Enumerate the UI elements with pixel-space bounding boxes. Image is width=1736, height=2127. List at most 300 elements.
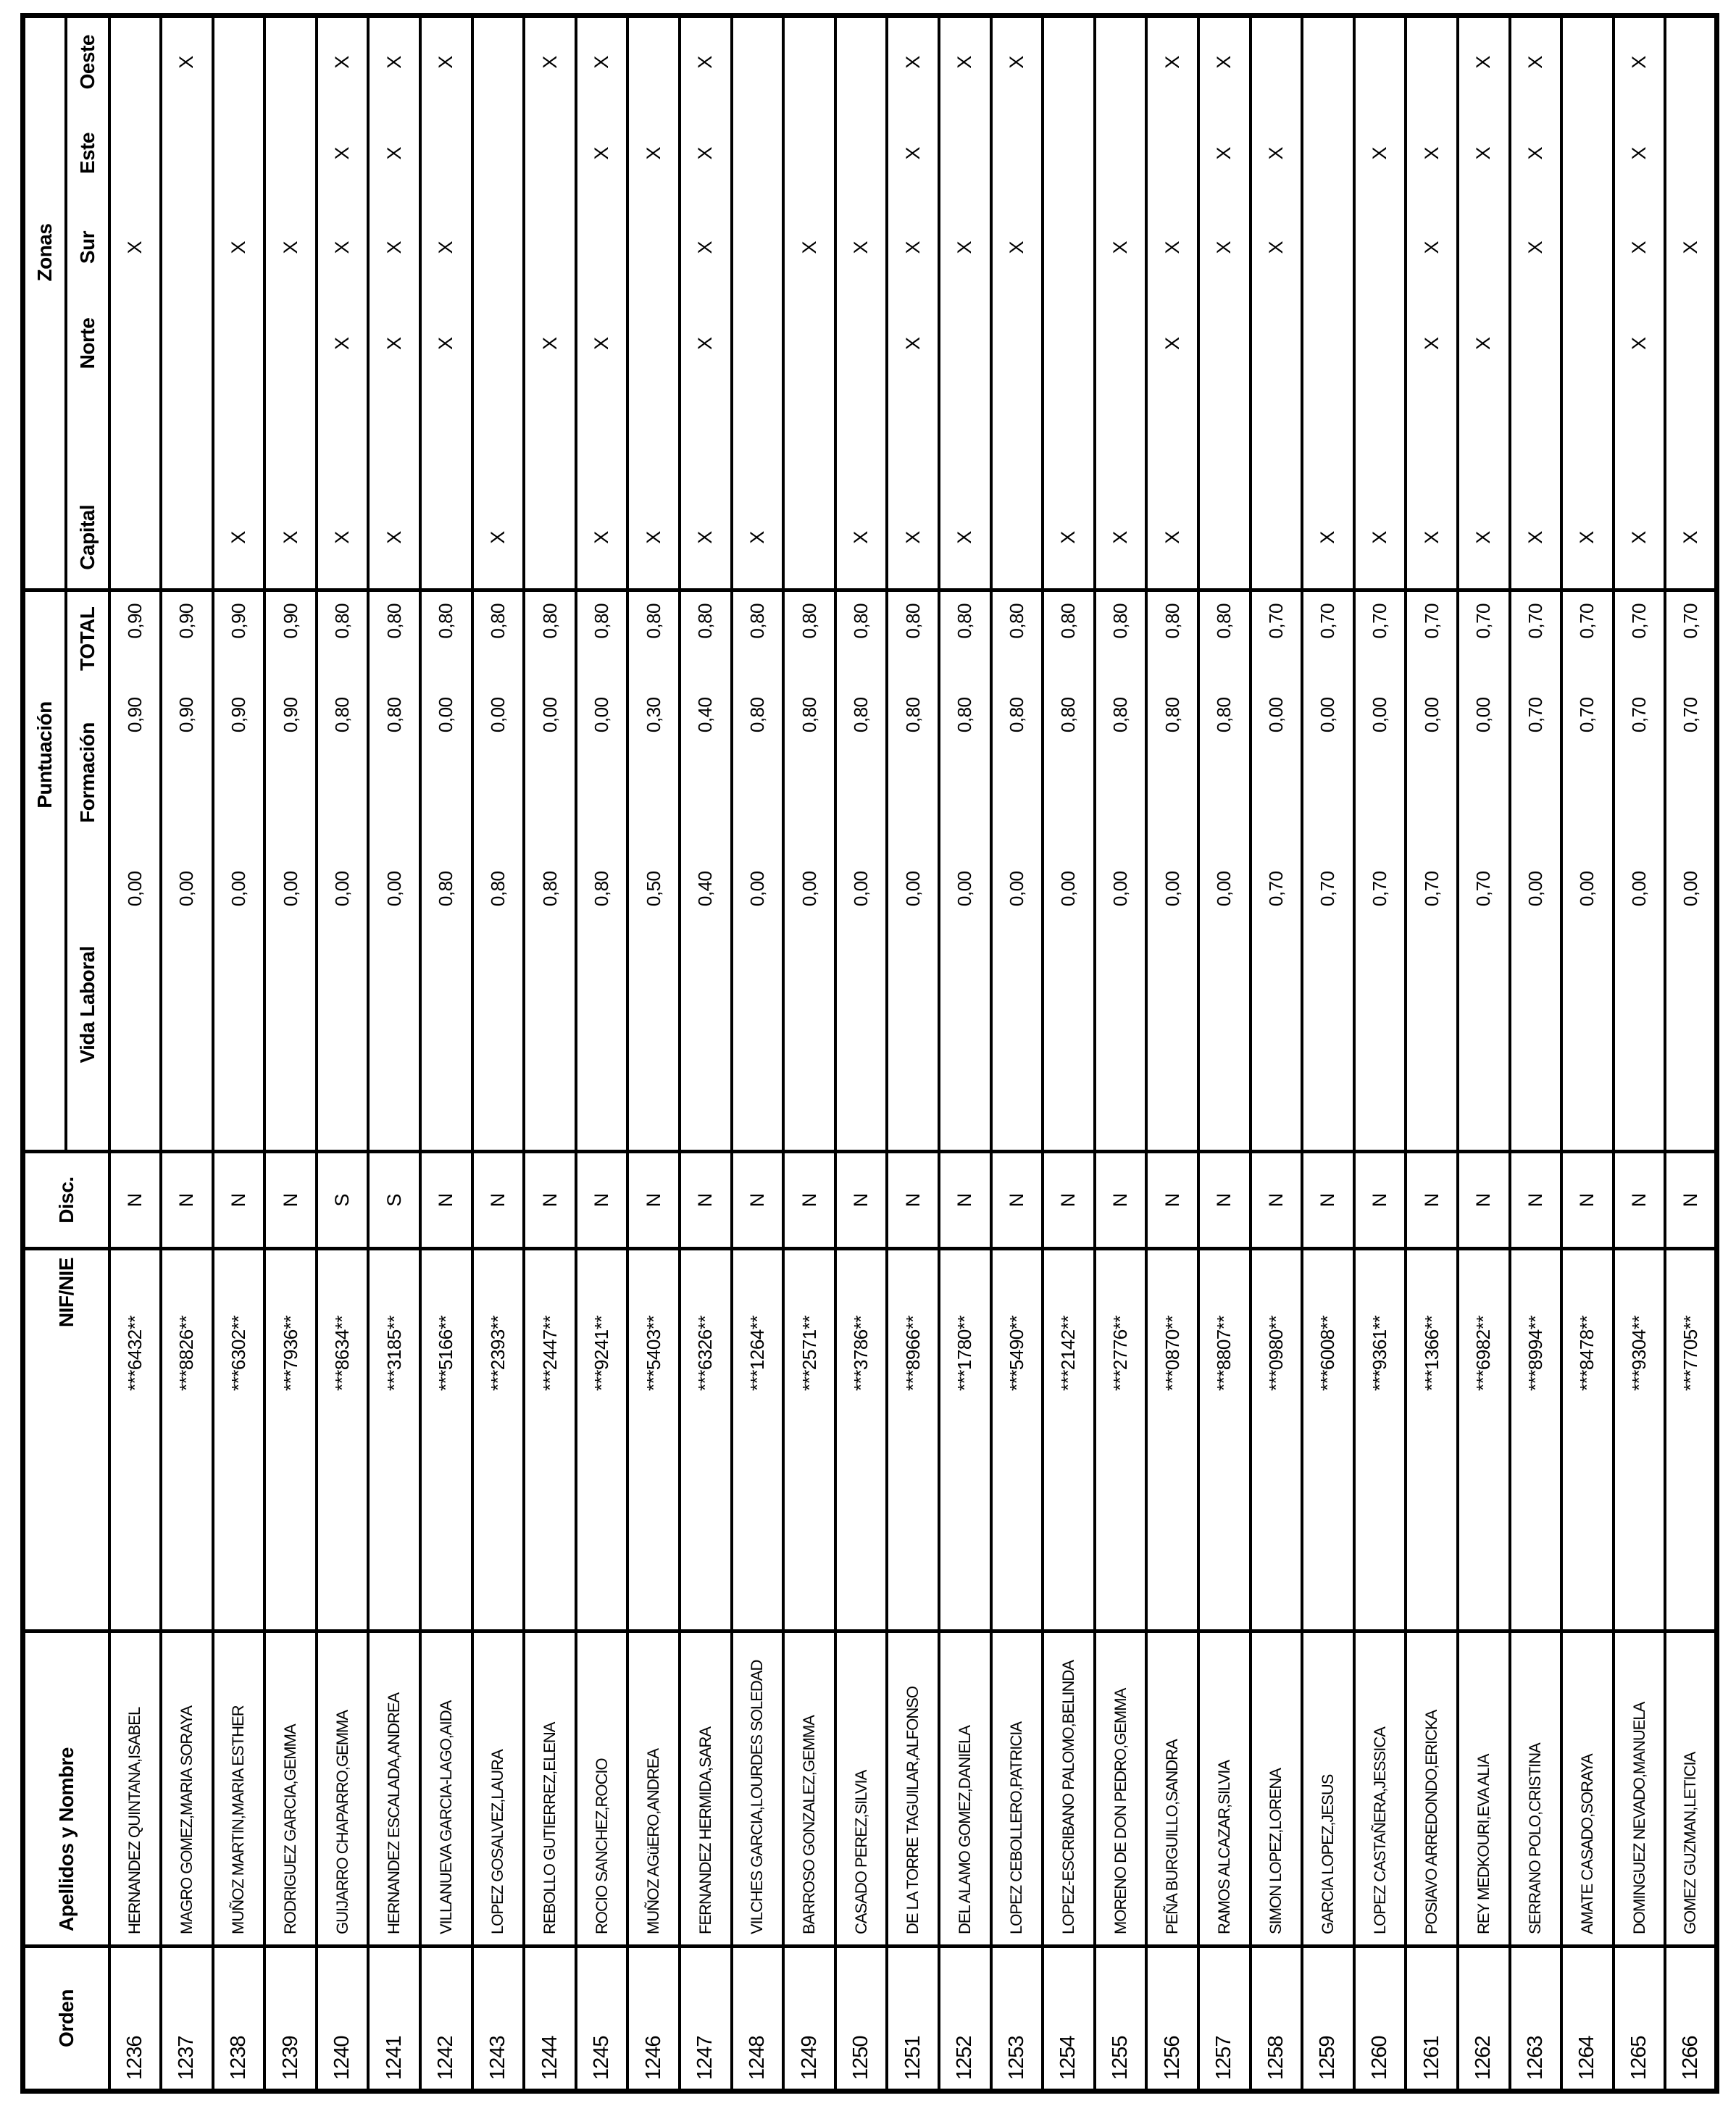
- formacion-cell: 0,80: [732, 686, 784, 860]
- vida-laboral-cell: 0,00: [835, 860, 888, 1152]
- zone-este-cell: X: [680, 106, 732, 201]
- disc-cell: N: [576, 1152, 628, 1249]
- zone-oeste-cell: [472, 15, 525, 106]
- zone-norte-cell: X: [1458, 295, 1510, 393]
- formacion-cell: 0,70: [1665, 686, 1717, 860]
- formacion-cell: 0,80: [783, 686, 835, 860]
- formacion-cell: 0,80: [1146, 686, 1198, 860]
- orden-cell: 1265: [1614, 1947, 1666, 2092]
- disc-cell: N: [1458, 1152, 1510, 1249]
- total-cell: 0,90: [213, 590, 265, 686]
- zone-oeste-cell: [1095, 15, 1147, 106]
- zone-este-cell: [783, 106, 835, 201]
- zone-sur-cell: X: [317, 201, 369, 295]
- zone-sur-cell: X: [991, 201, 1043, 295]
- table-row: [1043, 15, 1095, 2091]
- table-row: [1302, 15, 1354, 2091]
- table-row: [887, 15, 939, 2091]
- zone-sur-cell: [161, 201, 213, 295]
- vida-laboral-cell: 0,70: [1406, 860, 1458, 1152]
- name-cell: SIMON LOPEZ,LORENA: [1251, 1631, 1303, 1947]
- nif-cell: ***6326**: [680, 1249, 732, 1631]
- nif-cell: ***2393**: [472, 1249, 525, 1631]
- zone-norte-cell: [472, 295, 525, 393]
- vida-laboral-cell: 0,80: [524, 860, 576, 1152]
- total-cell: 0,70: [1251, 590, 1303, 686]
- disc-cell: N: [887, 1152, 939, 1249]
- zone-este-cell: X: [887, 106, 939, 201]
- zone-oeste-cell: [1406, 15, 1458, 106]
- zone-norte-cell: [783, 295, 835, 393]
- zone-norte-cell: [1251, 295, 1303, 393]
- zone-norte-cell: [1043, 295, 1095, 393]
- zone-oeste-cell: X: [420, 15, 472, 106]
- formacion-cell: 0,00: [420, 686, 472, 860]
- zone-capital-cell: [161, 393, 213, 590]
- table-row: [1561, 15, 1614, 2091]
- name-cell: LOPEZ CASTAÑERA,JESSICA: [1354, 1631, 1406, 1947]
- total-cell: 0,80: [524, 590, 576, 686]
- formacion-cell: 0,00: [472, 686, 525, 860]
- zone-este-cell: [1043, 106, 1095, 201]
- total-cell: 0,70: [1561, 590, 1614, 686]
- disc-cell: S: [368, 1152, 420, 1249]
- table-row: [1458, 15, 1510, 2091]
- disc-cell: N: [109, 1152, 162, 1249]
- nif-cell: ***8994**: [1510, 1249, 1562, 1631]
- orden-cell: 1247: [680, 1947, 732, 2092]
- name-cell: MUÑOZ AGüERO,ANDREA: [627, 1631, 680, 1947]
- vida-laboral-cell: 0,70: [1302, 860, 1354, 1152]
- zone-capital-cell: X: [1665, 393, 1717, 590]
- orden-cell: 1243: [472, 1947, 525, 2092]
- formacion-cell: 0,90: [161, 686, 213, 860]
- vida-laboral-cell: 0,00: [1095, 860, 1147, 1152]
- formacion-cell: 0,80: [1043, 686, 1095, 860]
- zone-capital-cell: X: [1510, 393, 1562, 590]
- zone-sur-cell: [1043, 201, 1095, 295]
- zone-capital-cell: X: [317, 393, 369, 590]
- orden-cell: 1242: [420, 1947, 472, 2092]
- table-row: [732, 15, 784, 2091]
- zone-oeste-cell: X: [991, 15, 1043, 106]
- table-header: [23, 15, 109, 2091]
- zone-norte-cell: X: [420, 295, 472, 393]
- disc-cell: N: [783, 1152, 835, 1249]
- zone-este-cell: [1095, 106, 1147, 201]
- zone-oeste-cell: [1561, 15, 1614, 106]
- total-cell: 0,80: [1043, 590, 1095, 686]
- nif-cell: ***8478**: [1561, 1249, 1614, 1631]
- zone-sur-cell: X: [420, 201, 472, 295]
- zone-sur-cell: X: [1198, 201, 1251, 295]
- nif-cell: ***8826**: [161, 1249, 213, 1631]
- zone-sur-cell: X: [783, 201, 835, 295]
- zone-oeste-cell: [1302, 15, 1354, 106]
- formacion-cell: 0,90: [264, 686, 317, 860]
- zone-sur-cell: X: [835, 201, 888, 295]
- zone-capital-cell: [524, 393, 576, 590]
- total-cell: 0,70: [1614, 590, 1666, 686]
- table-row: [1406, 15, 1458, 2091]
- zone-sur-cell: X: [939, 201, 991, 295]
- zone-oeste-cell: [1665, 15, 1717, 106]
- nif-cell: ***7936**: [264, 1249, 317, 1631]
- nif-cell: ***9361**: [1354, 1249, 1406, 1631]
- results-table: [20, 13, 1719, 2094]
- nif-cell: ***1780**: [939, 1249, 991, 1631]
- formacion-cell: 0,00: [1458, 686, 1510, 860]
- zone-este-cell: [213, 106, 265, 201]
- header-orden: Orden: [54, 1989, 78, 2047]
- disc-cell: N: [264, 1152, 317, 1249]
- vida-laboral-cell: 0,00: [109, 860, 162, 1152]
- disc-cell: S: [317, 1152, 369, 1249]
- name-cell: AMATE CASADO,SORAYA: [1561, 1631, 1614, 1947]
- nif-cell: ***6302**: [213, 1249, 265, 1631]
- nif-cell: ***0870**: [1146, 1249, 1198, 1631]
- disc-cell: N: [1510, 1152, 1562, 1249]
- table-row: [991, 15, 1043, 2091]
- vida-laboral-cell: 0,80: [472, 860, 525, 1152]
- total-cell: 0,80: [317, 590, 369, 686]
- zone-capital-cell: X: [732, 393, 784, 590]
- table-row: [1251, 15, 1303, 2091]
- zone-capital-cell: X: [1561, 393, 1614, 590]
- formacion-cell: 0,00: [1354, 686, 1406, 860]
- table-row: [627, 15, 680, 2091]
- zone-norte-cell: X: [524, 295, 576, 393]
- name-cell: LOPEZ GOSALVEZ,LAURA: [472, 1631, 525, 1947]
- name-cell: SERRANO POLO,CRISTINA: [1510, 1631, 1562, 1947]
- zone-sur-cell: X: [1095, 201, 1147, 295]
- zone-capital-cell: X: [1146, 393, 1198, 590]
- vida-laboral-cell: 0,50: [627, 860, 680, 1152]
- total-cell: 0,80: [576, 590, 628, 686]
- zone-oeste-cell: X: [524, 15, 576, 106]
- zone-norte-cell: X: [317, 295, 369, 393]
- orden-cell: 1249: [783, 1947, 835, 2092]
- total-cell: 0,80: [472, 590, 525, 686]
- zone-norte-cell: [161, 295, 213, 393]
- name-cell: GOMEZ GUZMAN,LETICIA: [1665, 1631, 1717, 1947]
- zone-sur-cell: [1354, 201, 1406, 295]
- table-row: [1095, 15, 1147, 2091]
- disc-cell: N: [627, 1152, 680, 1249]
- zone-este-cell: [524, 106, 576, 201]
- total-cell: 0,70: [1665, 590, 1717, 686]
- table-row: [264, 15, 317, 2091]
- zone-este-cell: X: [1458, 106, 1510, 201]
- name-cell: BARROSO GONZALEZ,GEMMA: [783, 1631, 835, 1947]
- vida-laboral-cell: 0,40: [680, 860, 732, 1152]
- disc-cell: N: [420, 1152, 472, 1249]
- nif-cell: ***3786**: [835, 1249, 888, 1631]
- zone-sur-cell: X: [213, 201, 265, 295]
- formacion-cell: 0,70: [1614, 686, 1666, 860]
- zone-capital-cell: [420, 393, 472, 590]
- nif-cell: ***5166**: [420, 1249, 472, 1631]
- disc-cell: N: [1561, 1152, 1614, 1249]
- orden-cell: 1238: [213, 1947, 265, 2092]
- zone-capital-cell: X: [368, 393, 420, 590]
- zone-oeste-cell: [732, 15, 784, 106]
- total-cell: 0,80: [368, 590, 420, 686]
- name-cell: DE LA TORRE TAGUILAR,ALFONSO: [887, 1631, 939, 1947]
- zone-capital-cell: X: [264, 393, 317, 590]
- table-row: [109, 15, 162, 2091]
- disc-cell: N: [732, 1152, 784, 1249]
- zone-capital-cell: X: [472, 393, 525, 590]
- formacion-cell: 0,30: [627, 686, 680, 860]
- name-cell: MUÑOZ MARTIN,MARIA ESTHER: [213, 1631, 265, 1947]
- zone-capital-cell: X: [627, 393, 680, 590]
- total-cell: 0,80: [991, 590, 1043, 686]
- zone-oeste-cell: [1043, 15, 1095, 106]
- zone-norte-cell: X: [887, 295, 939, 393]
- nif-cell: ***1264**: [732, 1249, 784, 1631]
- disc-cell: N: [939, 1152, 991, 1249]
- vida-laboral-cell: 0,70: [1354, 860, 1406, 1152]
- zone-capital-cell: [1198, 393, 1251, 590]
- header-group-puntuacion: Puntuación: [23, 590, 66, 1152]
- zone-este-cell: X: [368, 106, 420, 201]
- nif-cell: ***2776**: [1095, 1249, 1147, 1631]
- nif-cell: ***6432**: [109, 1249, 162, 1631]
- zone-este-cell: X: [317, 106, 369, 201]
- orden-cell: 1258: [1251, 1947, 1303, 2092]
- formacion-cell: 0,00: [1251, 686, 1303, 860]
- vida-laboral-cell: 0,00: [317, 860, 369, 1152]
- zone-norte-cell: [109, 295, 162, 393]
- zone-sur-cell: [524, 201, 576, 295]
- zone-sur-cell: X: [1251, 201, 1303, 295]
- nif-cell: ***0980**: [1251, 1249, 1303, 1631]
- orden-cell: 1266: [1665, 1947, 1717, 2092]
- zone-capital-cell: X: [213, 393, 265, 590]
- table-row: [420, 15, 472, 2091]
- formacion-cell: 0,40: [680, 686, 732, 860]
- nif-cell: ***9241**: [576, 1249, 628, 1631]
- total-cell: 0,90: [264, 590, 317, 686]
- orden-cell: 1262: [1458, 1947, 1510, 2092]
- zone-oeste-cell: [835, 15, 888, 106]
- nif-cell: ***2142**: [1043, 1249, 1095, 1631]
- zone-este-cell: [1561, 106, 1614, 201]
- name-cell: POSIAVO ARREDONDO,ERICKA: [1406, 1631, 1458, 1947]
- orden-cell: 1260: [1354, 1947, 1406, 2092]
- zone-capital-cell: X: [1354, 393, 1406, 590]
- table-row: [1510, 15, 1562, 2091]
- zone-oeste-cell: X: [1146, 15, 1198, 106]
- zone-capital-cell: X: [1458, 393, 1510, 590]
- table-row: [835, 15, 888, 2091]
- name-cell: VILCHES GARCIA,LOURDES SOLEDAD: [732, 1631, 784, 1947]
- vida-laboral-cell: 0,00: [1043, 860, 1095, 1152]
- zone-este-cell: X: [1354, 106, 1406, 201]
- name-cell: CASADO PEREZ,SILVIA: [835, 1631, 888, 1947]
- nif-cell: ***9304**: [1614, 1249, 1666, 1631]
- orden-cell: 1236: [109, 1947, 162, 2092]
- nif-cell: ***8807**: [1198, 1249, 1251, 1631]
- total-cell: 0,80: [887, 590, 939, 686]
- zone-sur-cell: [1302, 201, 1354, 295]
- orden-cell: 1255: [1095, 1947, 1147, 2092]
- header-capital: Capital: [66, 393, 109, 590]
- header-norte: Norte: [66, 295, 109, 393]
- zone-este-cell: [109, 106, 162, 201]
- zone-norte-cell: [264, 295, 317, 393]
- zone-sur-cell: [1458, 201, 1510, 295]
- total-cell: 0,80: [420, 590, 472, 686]
- orden-cell: 1259: [1302, 1947, 1354, 2092]
- name-cell: REBOLLO GUTIERREZ,ELENA: [524, 1631, 576, 1947]
- zone-sur-cell: X: [680, 201, 732, 295]
- zone-norte-cell: [835, 295, 888, 393]
- zone-sur-cell: [732, 201, 784, 295]
- zone-sur-cell: [627, 201, 680, 295]
- zone-sur-cell: [576, 201, 628, 295]
- name-cell: MAGRO GOMEZ,MARIA SORAYA: [161, 1631, 213, 1947]
- header-group-zonas: Zonas: [23, 15, 66, 590]
- zone-este-cell: [472, 106, 525, 201]
- zone-capital-cell: [783, 393, 835, 590]
- header-total: TOTAL: [66, 590, 109, 686]
- orden-cell: 1251: [887, 1947, 939, 2092]
- formacion-cell: 0,90: [109, 686, 162, 860]
- header-este: Este: [66, 106, 109, 201]
- name-cell: ROCIO SANCHEZ,ROCIO: [576, 1631, 628, 1947]
- zone-capital-cell: [1251, 393, 1303, 590]
- zone-oeste-cell: X: [939, 15, 991, 106]
- zone-este-cell: [161, 106, 213, 201]
- orden-cell: 1264: [1561, 1947, 1614, 2092]
- zone-sur-cell: X: [1614, 201, 1666, 295]
- table-row: [1614, 15, 1666, 2091]
- header-formacion: Formación: [66, 686, 109, 860]
- zone-sur-cell: [472, 201, 525, 295]
- nif-cell: ***6982**: [1458, 1249, 1510, 1631]
- disc-cell: N: [835, 1152, 888, 1249]
- total-cell: 0,80: [939, 590, 991, 686]
- zone-oeste-cell: X: [1198, 15, 1251, 106]
- table-row: [368, 15, 420, 2091]
- nif-cell: ***6008**: [1302, 1249, 1354, 1631]
- zone-este-cell: X: [1251, 106, 1303, 201]
- total-cell: 0,80: [680, 590, 732, 686]
- zone-este-cell: [1146, 106, 1198, 201]
- name-cell: MORENO DE DON PEDRO,GEMMA: [1095, 1631, 1147, 1947]
- zone-capital-cell: X: [939, 393, 991, 590]
- disc-cell: N: [680, 1152, 732, 1249]
- vida-laboral-cell: 0,00: [213, 860, 265, 1152]
- zone-norte-cell: [732, 295, 784, 393]
- vida-laboral-cell: 0,70: [1251, 860, 1303, 1152]
- zone-capital-cell: [109, 393, 162, 590]
- zone-oeste-cell: X: [161, 15, 213, 106]
- formacion-cell: 0,90: [213, 686, 265, 860]
- zone-sur-cell: X: [1406, 201, 1458, 295]
- table-row: [1198, 15, 1251, 2091]
- vida-laboral-cell: 0,00: [1665, 860, 1717, 1152]
- disc-cell: N: [1614, 1152, 1666, 1249]
- table-row: [1665, 15, 1717, 2091]
- vida-laboral-cell: 0,00: [887, 860, 939, 1152]
- table-row: [213, 15, 265, 2091]
- vida-laboral-cell: 0,00: [1146, 860, 1198, 1152]
- table-row: [576, 15, 628, 2091]
- disc-cell: N: [213, 1152, 265, 1249]
- vida-laboral-cell: 0,70: [1458, 860, 1510, 1152]
- zone-oeste-cell: X: [1614, 15, 1666, 106]
- zone-oeste-cell: [1354, 15, 1406, 106]
- orden-cell: 1245: [576, 1947, 628, 2092]
- disc-cell: N: [524, 1152, 576, 1249]
- total-cell: 0,70: [1406, 590, 1458, 686]
- zone-norte-cell: [1095, 295, 1147, 393]
- vida-laboral-cell: 0,00: [732, 860, 784, 1152]
- zone-este-cell: [939, 106, 991, 201]
- formacion-cell: 0,00: [1406, 686, 1458, 860]
- zone-capital-cell: [991, 393, 1043, 590]
- nif-cell: ***2571**: [783, 1249, 835, 1631]
- zone-este-cell: [420, 106, 472, 201]
- zone-norte-cell: [213, 295, 265, 393]
- table-row: [783, 15, 835, 2091]
- nif-cell: ***5403**: [627, 1249, 680, 1631]
- zone-capital-cell: X: [1043, 393, 1095, 590]
- zone-sur-cell: X: [887, 201, 939, 295]
- zone-este-cell: X: [1198, 106, 1251, 201]
- zone-este-cell: [1665, 106, 1717, 201]
- name-cell: RAMOS ALCAZAR,SILVIA: [1198, 1631, 1251, 1947]
- zone-capital-cell: X: [1614, 393, 1666, 590]
- zone-norte-cell: [939, 295, 991, 393]
- vida-laboral-cell: 0,00: [939, 860, 991, 1152]
- formacion-cell: 0,00: [524, 686, 576, 860]
- zone-capital-cell: X: [1095, 393, 1147, 590]
- disc-cell: N: [1406, 1152, 1458, 1249]
- zone-capital-cell: X: [576, 393, 628, 590]
- total-cell: 0,80: [1198, 590, 1251, 686]
- zone-norte-cell: X: [576, 295, 628, 393]
- zone-este-cell: X: [576, 106, 628, 201]
- zone-este-cell: [835, 106, 888, 201]
- vida-laboral-cell: 0,80: [420, 860, 472, 1152]
- total-cell: 0,80: [1095, 590, 1147, 686]
- zone-oeste-cell: X: [887, 15, 939, 106]
- disc-cell: N: [1251, 1152, 1303, 1249]
- zone-este-cell: X: [1614, 106, 1666, 201]
- zone-norte-cell: X: [1146, 295, 1198, 393]
- header-vida-laboral: Vida Laboral: [66, 860, 109, 1152]
- name-cell: PEÑA BURGUILLO,SANDRA: [1146, 1631, 1198, 1947]
- zone-sur-cell: X: [368, 201, 420, 295]
- formacion-cell: 0,80: [317, 686, 369, 860]
- vida-laboral-cell: 0,00: [264, 860, 317, 1152]
- nif-cell: ***3185**: [368, 1249, 420, 1631]
- vida-laboral-cell: 0,00: [783, 860, 835, 1152]
- name-cell: RODRIGUEZ GARCIA,GEMMA: [264, 1631, 317, 1947]
- total-cell: 0,80: [1146, 590, 1198, 686]
- zone-norte-cell: X: [368, 295, 420, 393]
- formacion-cell: 0,80: [835, 686, 888, 860]
- zone-sur-cell: X: [109, 201, 162, 295]
- disc-cell: N: [1146, 1152, 1198, 1249]
- zone-oeste-cell: [783, 15, 835, 106]
- header-apellidos: Apellidos y Nombre: [23, 1631, 109, 1947]
- zone-capital-cell: X: [1406, 393, 1458, 590]
